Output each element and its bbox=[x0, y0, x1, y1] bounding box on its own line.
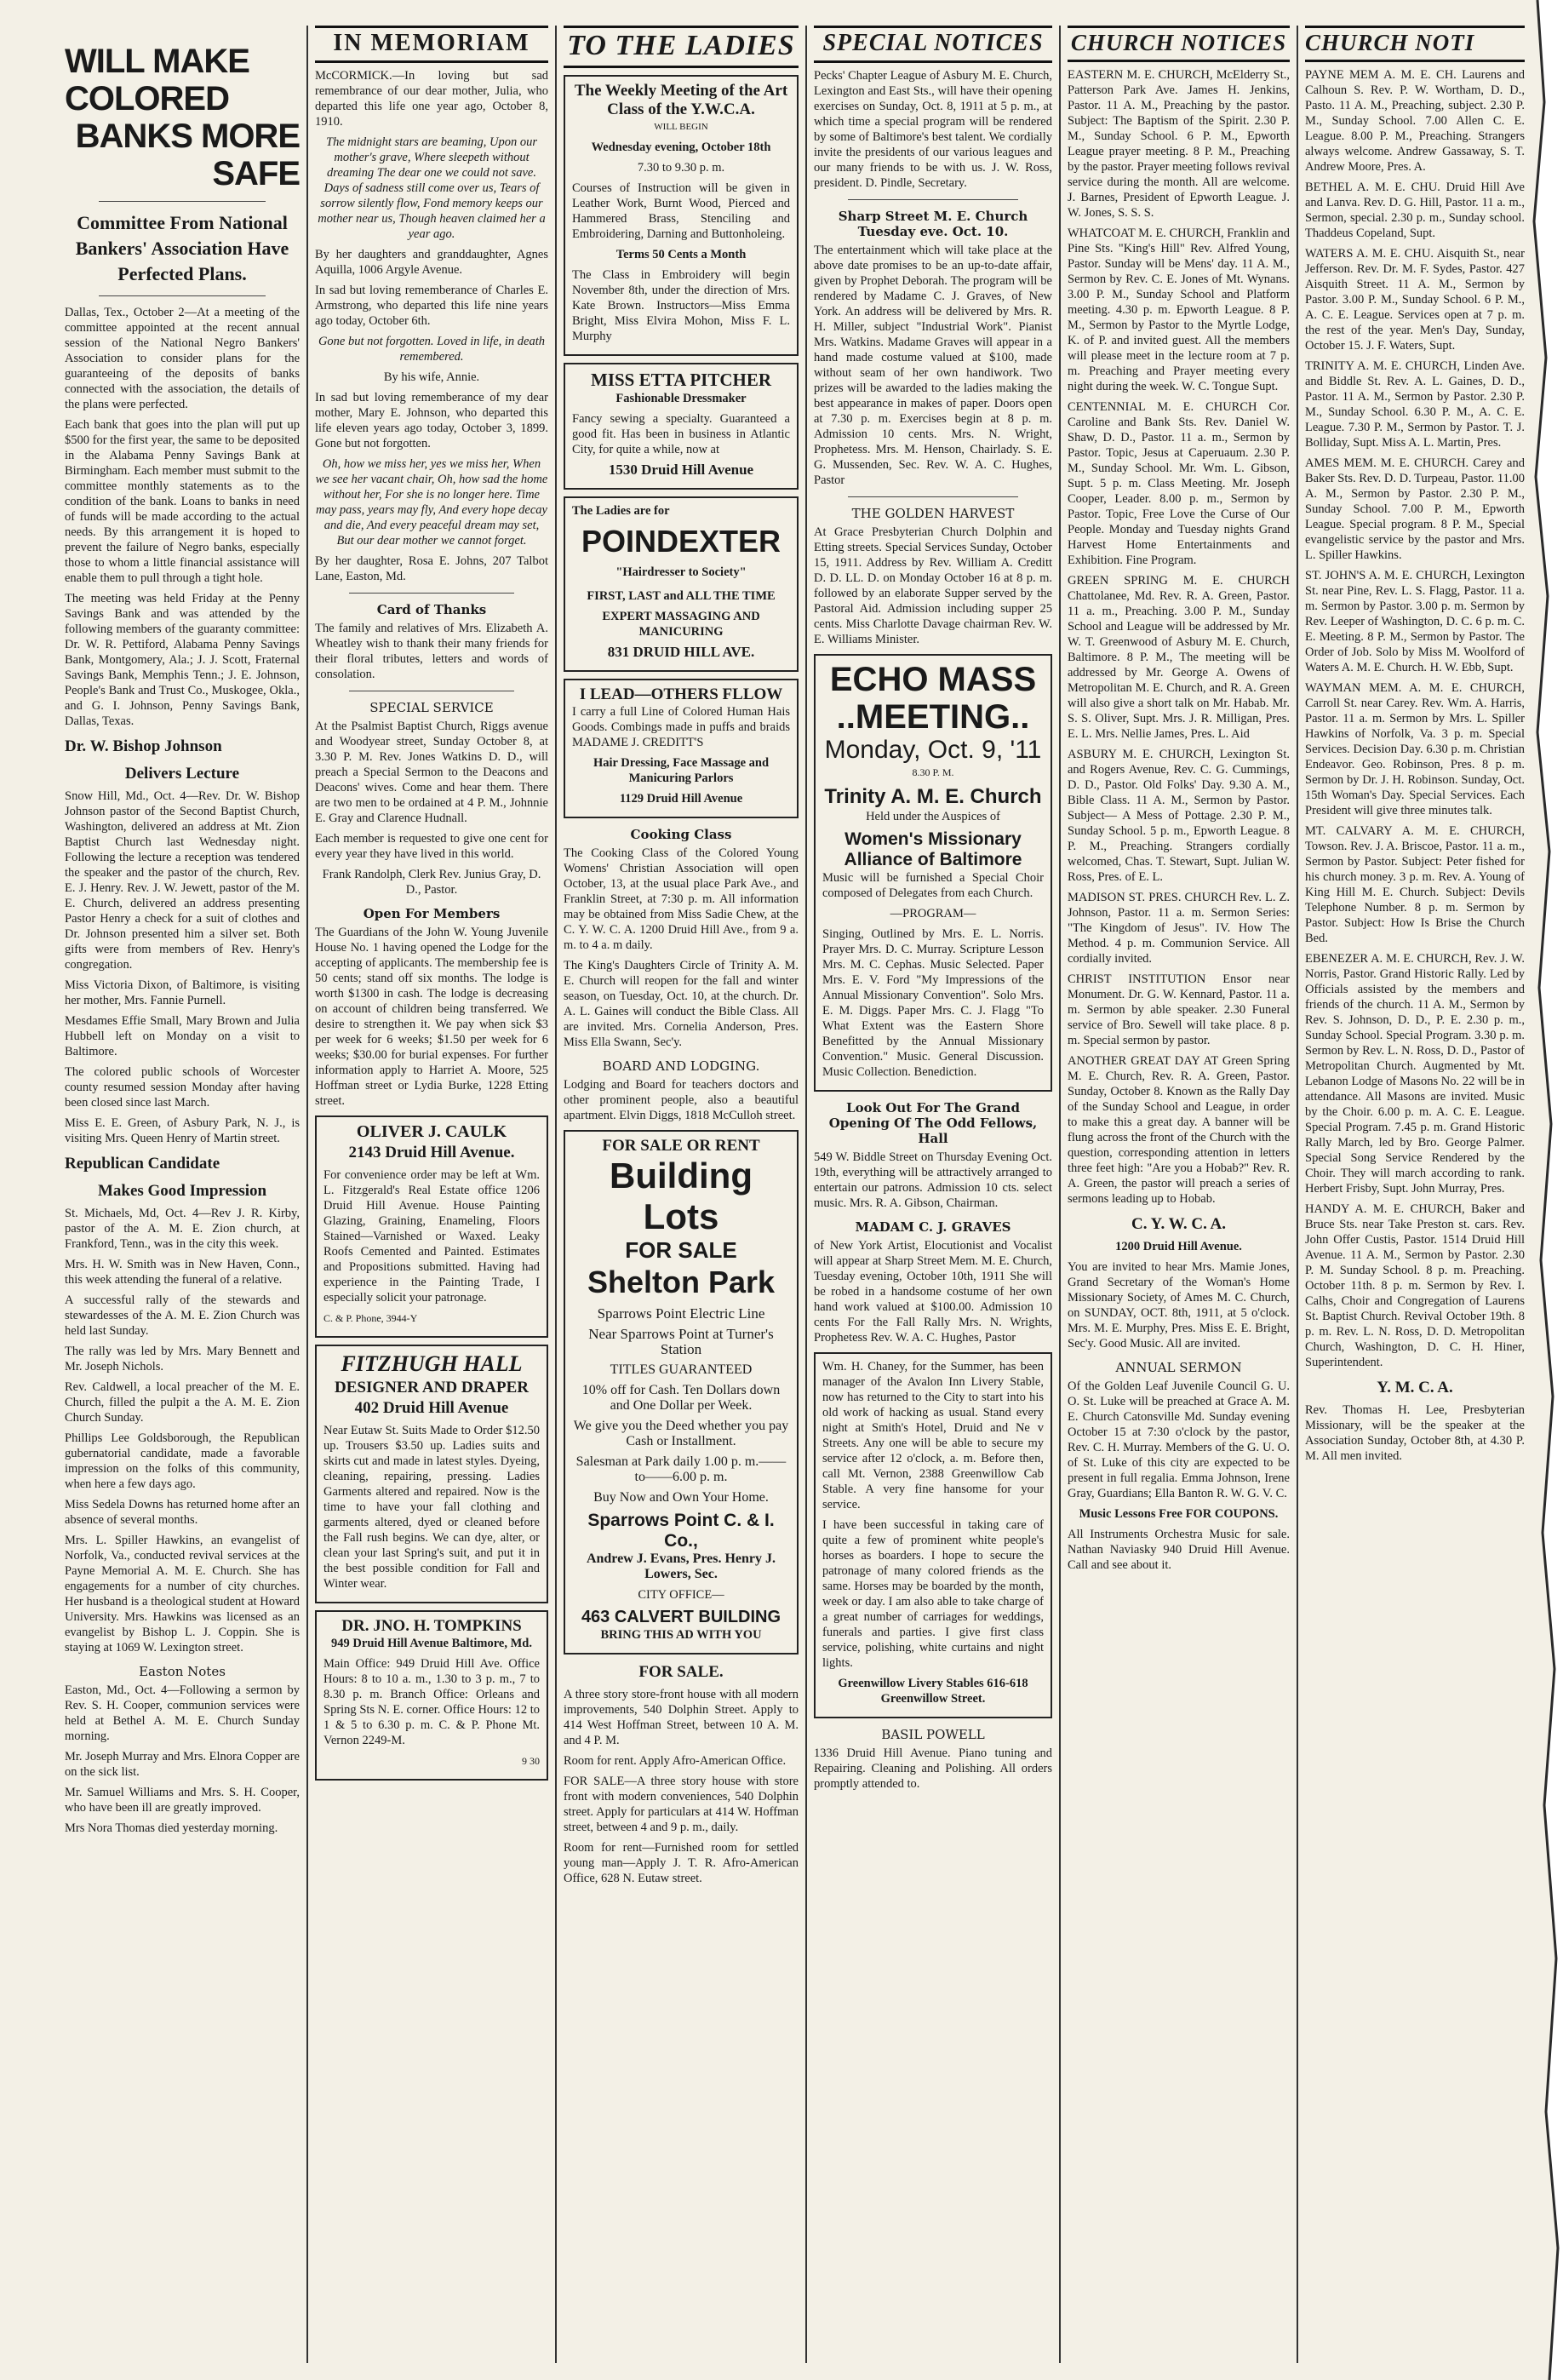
memorial-text: In sad but loving rememberance of my dear mother, Mary E. Johnson, who departed this life eleven years ago today, October 3, 1899. Gone but not forgotten. bbox=[315, 391, 548, 450]
memorial-verse: The midnight stars are beaming, Upon our mother's grave, Where sleepeth without dreaming The dear one we could not save. Days of sadness still come over us, Tears of sorrow silently flow, Fond memory keeps our mother near us, Though heaven claimed her a year ago. bbox=[318, 135, 546, 241]
church-notice: WATERS A. M. E. CHU. Aisquith St., near Jefferson. Rev. Dr. M. F. Sydes, Pastor. 427 Aisquith Street. 11 A. M., Sermon by Pastor. 3.00 P. M., Sunday School. 6 P. M., A. C. E. League. Services open at 7 p. m. the rest of the year. Men's Day, Sunday, October 15. J. F. Waters, Supt. bbox=[1305, 247, 1525, 353]
ad-terms: Terms 50 Cents a Month bbox=[615, 248, 747, 261]
ad-date: Wednesday evening, October 18th bbox=[591, 141, 771, 154]
column-memoriam bbox=[310, 26, 553, 2363]
church-notice: TRINITY A. M. E. CHURCH, Linden Ave. and Biddle St. Rev. A. L. Gaines, D. D., Pastor. 11 A. M., Sermon by Pastor. 2.30 P. M., Sunday School. 6.30 P. M., A. C. E. League. 7.30 P. M., Sermon by Pastor. T. J. Bolliday, Supt. Miss A. L. Martin, Pres. bbox=[1305, 359, 1525, 450]
notice-heading: C. Y. W. C. A. bbox=[1131, 1215, 1227, 1233]
notice-text: Pecks' Chapter League of Asbury M. E. Church, Lexington and East Sts., will have their opening exercises on Sunday, Oct. 8, 1911 at 5 p. m., at which time a special program will be rendered by some of Baltimore's best talent. We cordially invite the presidents of our various leagues and our many friends to be with us. J. W. Ross, president. D. Pindle, Secretary. bbox=[814, 69, 1052, 190]
ad-officers: Andrew J. Evans, Pres. Henry J. Lowers, Sec. bbox=[586, 1551, 776, 1581]
ad-subtitle: Hair Dressing, Face Massage and Manicuring Parlors bbox=[593, 756, 770, 785]
ad-text: Buy Now and Own Your Home. bbox=[593, 1490, 769, 1505]
divider bbox=[99, 201, 266, 202]
ad-text: The Class in Embroidery will begin November 8th, under the direction of Mrs. Kate Brown. Instructors—Miss Emma Bright, Miss Elvira Mohon, Miss F. L. Murphy bbox=[572, 268, 790, 343]
ad-text: Main Office: 949 Druid Hill Ave. Office Hours: 8 to 10 a. m., 1.30 to 3 p. m., 7 to 8.30 p. m. Branch Office: Orleans and Spring Sts N. E. corner. Office Hours: 12 to 1 & 5 to 6.30 p. m. C. & P. Phone Mt. Vernon 2249-M. bbox=[323, 1657, 540, 1747]
ad-title: MISS ETTA PITCHER bbox=[591, 370, 771, 390]
ad-date: 9 30 bbox=[522, 1755, 540, 1767]
article-paragraph: The meeting was held Friday at the Penny Savings Bank and was attended by the following members of the guaranty committee: Dr. W. R. Pettiford, Alabama Penny Savings Bank, Montgomery, Ala.; J. J. Scott, Fraternal Savings Bank, Memphis Tenn.; J. E. Johnson, People's Bank and Trust Co., Muskogee, Okla., and G. I. Johnson, Penny Savings Bank, Dallas, Texas. bbox=[65, 592, 300, 728]
church-notice: GREEN SPRING M. E. CHURCH Chattolanee, Md. Rev. R. A. Green, Pastor. 11 a. m., Preaching. 3.00 P. M., Sunday School and League will be addressed by Mr. W. T. Greenwood of Asbury M. E. Church, Baltimore. 8 P. M., The meeting will be addressed by Mr. George A. Owens of Metropolitan M. E. Church, and R. A. Green will also give a short talk on Mr. Habab. Mr. S. S. Oliver, Supt. Mrs. J. R. Milligan, Pres. E. L. Mrs. Nellie James, Pres. L. Aid bbox=[1068, 574, 1290, 741]
ad-creditt bbox=[564, 679, 799, 818]
ad-company: Sparrows Point C. & I. Co., bbox=[587, 1511, 775, 1551]
article-paragraph: Mrs Nora Thomas died yesterday morning. bbox=[65, 1821, 278, 1835]
ad-text: Courses of Instruction will be given in Leather Work, Burnt Wood, Pierced and Hammered Brass, Stenciling and Embroidering, Darning and Buttonholeing. bbox=[572, 181, 790, 241]
ad-text: Near Eutaw St. Suits Made to Order $12.50 up. Trousers $3.50 up. Ladies suits and skirts cut and made in latest styles. Dyeing, cleaning, repairing, pressing. Ladies Garments altered and repaired. Now is the time to have your fall clothing and garments altered, dyed or cleaned before the Fall rush begins. We can dye, alter, or clean your last Spring's suit, and put it in the best possible condition for Fall and Winter wear. bbox=[323, 1424, 540, 1591]
section-header: IN MEMORIAM bbox=[315, 26, 548, 63]
ad-venue: Trinity A. M. E. Church bbox=[824, 785, 1042, 808]
column-church-notices bbox=[1062, 26, 1295, 2363]
memorial-signature: By her daughter, Rosa E. Johns, 207 Talbot Lane, Easton, Md. bbox=[315, 554, 548, 583]
ad-text: BRING THIS AD WITH YOU bbox=[600, 1628, 762, 1642]
article-paragraph: Mesdames Effie Small, Mary Brown and Julia Hubbell left on Monday on a visit to Baltimore. bbox=[65, 1014, 300, 1058]
ad-livery bbox=[814, 1352, 1052, 1718]
ad-text: Sparrows Point Electric Line bbox=[597, 1305, 765, 1322]
notice-text: The family and relatives of Mrs. Elizabeth A. Wheatley wish to thank their many friends for their floral tributes, letters and words of consolation. bbox=[315, 622, 548, 681]
memorial-signature: By his wife, Annie. bbox=[383, 370, 480, 384]
article-paragraph: Mrs. H. W. Smith was in New Haven, Conn., this week attending the funeral of a relative. bbox=[65, 1258, 300, 1287]
ad-pitcher bbox=[564, 363, 799, 490]
ad-subtitle: FOR SALE bbox=[625, 1237, 737, 1263]
ad-address: Greenwillow Livery Stables 616-618 Greenwillow Street. bbox=[838, 1677, 1028, 1706]
ad-text: I carry a full Line of Colored Human Hais Goods. Combings made in puffs and braids MADAME J. CREDITT'S bbox=[572, 705, 790, 749]
ad-title: FITZHUGH HALL bbox=[341, 1351, 523, 1376]
ad-address: 402 Druid Hill Avenue bbox=[354, 1399, 509, 1417]
church-notice: Rev. Thomas H. Lee, Presbyterian Missionary, will be the speaker at the Association Sunday, October 8th, at 4.30 P. M. All men invited. bbox=[1305, 1403, 1525, 1463]
article-paragraph: Phillips Lee Goldsborough, the Republican gubernatorial candidate, made a favorable impression on the folks of this community, when here a few days ago. bbox=[65, 1431, 300, 1491]
classified-text: Room for rent—Furnished room for settled young man—Apply J. T. R. Afro-American Office, 628 N. Eutaw street. bbox=[564, 1841, 799, 1885]
ad-title: Shelton Park bbox=[587, 1265, 776, 1299]
column-rule bbox=[805, 26, 807, 2363]
divider bbox=[848, 199, 1018, 200]
headline-line-2: BANKS MORE SAFE bbox=[75, 118, 300, 192]
ad-text: CITY OFFICE— bbox=[638, 1588, 724, 1602]
church-notice: You are invited to hear Mrs. Mamie Jones, Grand Secretary of the Woman's Home Missionary Society, of Ames M. C. Church, on SUNDAY, OCT. 8th, 1911, at 5 o'clock. Mrs. M. E. Murphy, Pres. Miss E. E. Bright, Sec'y. Good Music. All are invited. bbox=[1068, 1260, 1290, 1351]
column-rule bbox=[555, 26, 557, 2363]
classified-text: FOR SALE—A three story house with store front with modern conveniences, 540 Dolphin street. Apply for particulars at 414 W. Hoffman street, between 4 and 9 p. m., daily. bbox=[564, 1775, 799, 1834]
church-notice: MADISON ST. PRES. CHURCH Rev. L. Z. Johnson, Pastor. 11 a. m. Sermon Series: "The Kingdom of Jesus". IV. How The Method. 4 p. m. Communion Service. All cordially invited. bbox=[1068, 891, 1290, 966]
subheadline: Committee From National Bankers' Association Have Perfected Plans. bbox=[75, 212, 289, 284]
church-notice: CHRIST INSTITUTION Ensor near Monument. Dr. G. W. Kennard, Pastor. 11 a. m. Sermon by able speaker. 2.30 Funeral service of Bro. Sewell will take place. 8 p. m. Special sermon by pastor. bbox=[1068, 972, 1290, 1047]
article-paragraph: Snow Hill, Md., Oct. 4—Rev. Dr. W. Bishop Johnson pastor of the Second Baptist Church, Washington, delivered an address at Mt. Zion Baptist Church last Wednesday night. Following the lecture a reception was tendered the speaker and the pastor of the church, Rev. E. J. Henry. Rev. J. W. Jewett, pastor of the M. E. Church, delivered an address presenting Pastor Henry a check for a suit of clothes and Dr. Johnson presented him a silver set. Both gifts were from members of Rev. Henry's congregation. bbox=[65, 789, 300, 972]
column-rule bbox=[1297, 26, 1298, 2363]
column-rule bbox=[1059, 26, 1061, 2363]
section-header: CHURCH NOTI bbox=[1305, 26, 1525, 62]
ad-title: ECHO MASS bbox=[829, 661, 1037, 698]
notice-heading: Music Lessons Free FOR COUPONS. bbox=[1079, 1507, 1279, 1521]
article-subheading: Makes Good Impression bbox=[97, 1182, 267, 1200]
torn-edge bbox=[1512, 0, 1563, 2380]
ad-phone: C. & P. Phone, 3944-Y bbox=[323, 1312, 418, 1324]
ad-time: 7.30 to 9.30 p. m. bbox=[637, 161, 725, 175]
ad-title: OLIVER J. CAULK bbox=[356, 1122, 507, 1141]
church-notice: AMES MEM. M. E. CHURCH. Carey and Baker Sts. Rev. D. D. Turpeau, Pastor. 11.00 A. M., Sermon by Pastor. 2.30 P. M., Sunday School. 7.00 P. M., Epworth League. Special program. 8 P. M., Special evangelistic service by the pastor and Mrs. L. Spiller Hawkins. bbox=[1305, 456, 1525, 562]
notice-heading: Y. M. C. A. bbox=[1377, 1379, 1453, 1396]
column-ladies bbox=[558, 26, 804, 2363]
divider bbox=[848, 496, 1018, 497]
article-paragraph: Easton, Md., Oct. 4—Following a sermon by Rev. S. H. Cooper, communion services were held at Bethel A. M. E. Church Sunday morning. bbox=[65, 1683, 300, 1743]
ad-date: Monday, Oct. 9, '11 bbox=[824, 736, 1042, 764]
ad-text: We give you the Deed whether you pay Cash or Installment. bbox=[573, 1419, 789, 1448]
article-paragraph: Mr. Samuel Williams and Mrs. S. H. Cooper, who have been ill are greatly improved. bbox=[65, 1786, 300, 1815]
ad-echo-mass-meeting bbox=[814, 654, 1052, 1092]
ad-caulk bbox=[315, 1115, 548, 1338]
notice-text: of New York Artist, Elocutionist and Vocalist will appear at Sharp Street Mem. M. E. Church, Tuesday evening, October 10th, 1911 She will be robed in a handsome costume of her own hand work valued at $100.00. Admission 10 cents For the Fall Rally Mrs. N. Wrights, Prophetess Rev. W. A. C. Hughes, Pastor bbox=[814, 1239, 1052, 1345]
ad-text: FIRST, LAST and ALL THE TIME bbox=[587, 589, 776, 603]
notice-heading: MADAM C. J. GRAVES bbox=[855, 1219, 1011, 1235]
church-notice: ANOTHER GREAT DAY AT Green Spring M. E. Church, Rev. R. A. Green, Pastor. Sunday, October 8. Known as the Rally Day of the Sunday School and League, in order to make this a great day. A banner will be flung across the front of the Church with the question, corresponding attention in letters three feet high: "Are you a Hobab?" Rev. R. A. Green, the pastor will preach a series of sermons leading up to Hobab. bbox=[1068, 1054, 1290, 1206]
article-paragraph: Mrs. L. Spiller Hawkins, an evangelist of Norfolk, Va., conducted revival services at the Payne Memorial A. M. E. Church. She has engagements for a number of city churches. Her husband is a theological student at Howard University. Mrs. Hawkins was licensed as an evangelist by Bishop L. J. Coppin. She is staying at 1069 W. Lexington street. bbox=[65, 1534, 300, 1655]
article-subheading: Delivers Lecture bbox=[124, 765, 240, 783]
ad-program: Singing, Outlined by Mrs. E. L. Norris. Prayer Mrs. D. C. Murray. Scripture Lesson Mrs. M. C. Cephas. Music Selected. Paper Mrs. E. V. Ford "My Impressions of the Annual Missionary Convention". Solo Mrs. E. M. Diggs. Paper Mrs. C. J. Flagg "To What Extent was the Eastern Shore Benefitted by the Annual Missionary Convention." Music. General Discussion. Music Collection. Benediction. bbox=[822, 927, 1044, 1079]
column-rule bbox=[306, 26, 308, 2363]
ad-title: DR. JNO. H. TOMPKINS bbox=[341, 1617, 522, 1635]
article-paragraph: Miss E. E. Green, of Asbury Park, N. J., is visiting Mrs. Queen Henry of Martin street. bbox=[65, 1116, 300, 1145]
notice-text: The Cooking Class of the Colored Young Womens' Christian Association will open October, 13, at the usual place Park Ave., and Franklin Street, at 7:30 p. m. All information may be obtained from Miss Sadie Chew, at the C. Y. W. C. A. 1200 Druid Hill Ave., from 9 a. m. to 4 a. m daily. bbox=[564, 846, 799, 952]
notice-text: 1336 Druid Hill Avenue. Piano tuning and Repairing. Cleaning and Polishing. All orders promptly attended to. bbox=[814, 1746, 1052, 1791]
divider bbox=[349, 593, 514, 594]
memorial-text: In sad but loving rememberance of Charles E. Armstrong, who departed this life nine years ago today, October 6th. bbox=[315, 284, 548, 328]
notice-heading: ANNUAL SERMON bbox=[1115, 1360, 1242, 1375]
notice-heading: Cooking Class bbox=[630, 827, 732, 842]
ad-title: Building Lots bbox=[610, 1156, 753, 1236]
ad-text: —PROGRAM— bbox=[890, 907, 976, 920]
notice-address: 1200 Druid Hill Avenue. bbox=[1115, 1240, 1242, 1253]
article-paragraph: Miss Sedela Downs has returned home after an absence of several months. bbox=[65, 1498, 300, 1527]
church-notice: BETHEL A. M. E. CHU. Druid Hill Ave and Lanva. Rev. D. G. Hill, Pastor. 11 a. m., Sermon, special. 2.30 p. m., Sunday school. Thaddeus Copeland, Supt. bbox=[1305, 181, 1525, 240]
church-notice: WHATCOAT M. E. CHURCH, Franklin and Pine Sts. "King's Hill" Rev. Alfred Young, Pastor. Sunday will be Mens' day. 11 A. M., Sermon by Rev. C. E. Jones of Mt. Wynans. 3.00 P. M., Sunday School and Platform meeting. 4.30 p. m. Epworth League. 8 P. M., Sermon by Pastor to the Myrtle Lodge, K. of P. and invited guest. All the members will please meet in the lecture room at 7 p. m. Preaching and Prayer meeting every night during the week. W. C. Tongue Supt. bbox=[1068, 227, 1290, 393]
ad-text: Music will be furnished a Special Choir composed of Delegates from each Church. bbox=[822, 871, 1044, 900]
column-church-notices-continued bbox=[1300, 26, 1530, 2363]
church-notice: ST. JOHN'S A. M. E. CHURCH, Lexington St. near Pine, Rev. L. S. Flagg, Pastor. 11 a. m. Sermon by Pastor. 3.00 p. m. Sermon by Rev. Leeper of Washington, D. C. 6 p. m. C. E. Meeting. 8 P. M., Sermon by Pastor. The Order of Job. Solo by Miss M. Woolford of Waters A. M. E. Church. H. W. Ebb, Supt. bbox=[1305, 569, 1525, 674]
section-header: SPECIAL NOTICES bbox=[814, 26, 1052, 63]
article-paragraph: The colored public schools of Worcester county resumed session Monday after having been closed since last March. bbox=[65, 1065, 300, 1110]
ad-title: I LEAD—OTHERS FLLOW bbox=[579, 685, 783, 703]
notice-heading: Look Out For The Grand Opening Of The Odd Fellows, Hall bbox=[828, 1100, 1038, 1146]
notice-heading: BOARD AND LODGING. bbox=[602, 1058, 760, 1074]
ad-address: 1530 Druid Hill Avenue bbox=[608, 462, 754, 478]
church-notice: WAYMAN MEM. A. M. E. CHURCH, Carroll St. near Carey. Rev. Wm. A. Harris, Pastor. 11 a. m. Sermon by Mrs. L. Spiller Hawkins of Norfolk, Va. 3 p. m. Special Services. Decision Day. 6.30 p. m. Christian Endeavor. Geo. Robinson, Pres. 8 p. m. Sermon by Dr. J. H. Robinson. Sunday, Oct. 15th Woman's Day. Special Services. Each President will give three minutes talk. bbox=[1305, 681, 1525, 817]
church-notice: Of the Golden Leaf Juvenile Council G. U. O. St. Luke will be preached at Grace A. M. E. Church Catonsville Md. Sunday evening October 15 at 7:30 o'clock by the pastor, Rev. C. H. Murray. Members of the G. U. O. of St. Luke of this city are expected to be present in full regalia. Emma Johnson, Irene Gray, Guardians; Ella Banton R. W. G. V. C. bbox=[1068, 1379, 1290, 1500]
section-header: CHURCH NOTICES bbox=[1068, 26, 1290, 62]
notice-text: The Guardians of the John W. Young Juvenile House No. 1 having opened the Lodge for the accepting of applicants. The membership fee is 50 cents; stand off six months. The lodge is worth $1300 in cash. The lodge is decreasing on account of children being transferred. We desire to strengthen it. We pay when sick $3 per week for 6 weeks; $1.50 per week for 6 weeks; $30.00 for burial expenses. For further information apply to Harriet A. Moore, 525 Hoffman street or Lydia Burke, 1228 Etting street. bbox=[315, 926, 548, 1108]
article-paragraph: Dallas, Tex., October 2—At a meeting of the committee appointed at the recent annual session of the National Negro Bankers' Association to consider plans for the guaranteeing of the deposits of banks connected with the association, the details of the plans were perfected. bbox=[65, 306, 300, 411]
notice-text: The entertainment which will take place at the above date promises to be an up-to-date affair, given by Prophet Deborah. The program will be rendered by Madame C. J. Graves, of New York. An address will be delivered by Mrs. R. H. Miller, subject "Industrial Work". Pianist Mrs. Watkins. Madame Graves will appear in a hand made costume valued at $100, made without seam of her own handiwork. Two prizes will be awarded to the ladies making the best appearance in makes of paper. Doors open at 7.30 p. m. Exercises begin at 8 p. m. Admission 10 cents. Mrs. N. Wright, Prophetess. Mrs. M. Henson, Chairlady. S. E. G. Mussenden, Sec. Rev. W. A. C. Hughes, Pastor bbox=[814, 244, 1052, 487]
ad-heading: FOR SALE OR RENT bbox=[602, 1137, 760, 1155]
notice-text: At Grace Presbyterian Church Dolphin and Etting streets. Special Services Sunday, October 15, 1911. Address by Rev. William A. Creditt D. D. LL. D. on Monday October 16 at 8 p. m. followed by an elaborate Supper served by the Pastoral Aid. Admission including supper 25 cents. Miss Charlotte Davage chairman Rev. W. E. Williams Minister. bbox=[814, 525, 1052, 646]
church-notice: EASTERN M. E. CHURCH, McElderry St., Patterson Park Ave. James H. Jenkins, Pastor. 11 A. M., Preaching by the pastor. Subject: The Baptism of the Spirit. 2.30 P. M., Sunday School. 6 P. M., Epworth League prayer meeting. 8 P. M., Preaching by the pastor. Prayer meeting follows revival service during the month. All are welcome. J. Barnes, President of Epworth League. J. W. Jones, S. S. S. bbox=[1068, 68, 1290, 220]
ad-text: For convenience order may be left at Wm. L. Fitzgerald's Real Estate office 1206 Druid Hill Avenue. House Painting Glazing, Graining, Enameling, Floors Stained—Varnished or Waxed. Leaky Roofs Cemented and Painted. Estimates and Propositions submitted. Having had experience in the Painting Trade, I especially solicit your patronage. bbox=[323, 1168, 540, 1305]
church-notice: PAYNE MEM A. M. E. CH. Laurens and Calhoun S. Rev. P. W. Wortham, D. D., Pasto. 11 A. M., Preaching, subject. 2.30 P. M., Sunday School. 7.00 Allen C. E. League. 8.00 P. M., Preaching. Strangers always welcome. Andrew Gassaway, S. T. Andrew Moore, Pres. A. bbox=[1305, 68, 1525, 174]
article-heading: Republican Candidate bbox=[65, 1155, 220, 1173]
ad-title: The Weekly Meeting of the Art Class of the Y.W.C.A. bbox=[574, 82, 788, 118]
column-news bbox=[60, 26, 305, 2363]
notice-heading: SPECIAL SERVICE bbox=[369, 700, 494, 715]
notice-text: 549 W. Biddle Street on Thursday Evening Oct. 19th, everything will be attractively arranged to entertain our patrons. Admission 10 cts. select music. Mrs. R. A. Gibson, Chairman. bbox=[814, 1150, 1052, 1210]
ad-subtitle: "Hairdresser to Society" bbox=[615, 565, 747, 579]
ad-text: Fancy sewing a specialty. Guaranteed a good fit. Has been in business in Atlantic City, for quite a while, now at bbox=[572, 412, 790, 456]
ad-host: Women's Missionary Alliance of Baltimore bbox=[844, 829, 1022, 869]
church-notice: EBENEZER A. M. E. CHURCH, Rev. J. W. Norris, Pastor. Grand Historic Rally. Led by Officials assisted by the members and friends of the church. 11 A. M., Sermon by Rev. S. Johnson, D. D., P. E. 2.30 p. m., Sunday School. Special Program. 3.30 p. m. Sermon by Rev. L. N. Ross, D. D., Pastor of Metropolitan Church. Augmented by Mt. Lebanon Lodge of Masons No. 22 will be in attendance. All Masons are invited. Music by the Choir. 6.00 p. m. A. C. E. League. Special Program. 7.45 p. m. Grand Historic Rally March, led by Bro. George Palmer. Special Song Service Rendered by the Choir. They will march according to rank. Herbert Frisby, Supt. John Murray, Pres. bbox=[1305, 952, 1525, 1196]
article-paragraph: Each bank that goes into the plan will put up $500 for the first year, the same to be deposited in the Alabama Penny Savings Bank at Birmingham. Each member must submit to the committee monthly statements as to the condition of the bank. Loans to banks in need of funds will be made according to the actual needs. By this arrangement it is hoped to prevent the failure of Negro banks, especially those to whom a little financial assistance will enable them to pull through a tight hole. bbox=[65, 418, 300, 585]
ad-time: 8.30 P. M. bbox=[912, 766, 954, 778]
church-notice: MT. CALVARY A. M. E. CHURCH, Towson. Rev. J. A. Briscoe, Pastor. 11 a. m., Sermon by Pastor. Subject: Peter fished for his church money. 3 p. m. Rev. A. Young of King Hill M. E. Church. Subject: Devils Telephone Number. 8 p. m. Sermon by Pastor. Subject: How Is Brise the Church Bed. bbox=[1305, 824, 1525, 945]
article-paragraph: The rally was led by Mrs. Mary Bennett and Mr. Joseph Nichols. bbox=[65, 1345, 300, 1374]
classified-heading: FOR SALE. bbox=[638, 1663, 724, 1681]
ad-ywca-art-class bbox=[564, 75, 799, 356]
notice-heading: Card of Thanks bbox=[376, 602, 487, 617]
notice-heading: Sharp Street M. E. Church Tuesday eve. Oct. 10. bbox=[838, 209, 1028, 239]
memorial-signature: By her daughters and granddaughter, Agnes Aquilla, 1006 Argyle Avenue. bbox=[315, 248, 548, 277]
divider bbox=[99, 295, 266, 296]
ad-fitzhugh bbox=[315, 1345, 548, 1603]
article-paragraph: Rev. Caldwell, a local preacher of the M. E. Church, filled the pulpit a the A. M. E. Zion Church Sunday. bbox=[65, 1380, 300, 1425]
notice-heading: BASIL POWELL bbox=[881, 1727, 985, 1742]
memorial-verse: Oh, how we miss her, yes we miss her, When we see her vacant chair, Oh, how sad the home without her, For she is no longer here. Time may pass, years may fly, And every hope decay and die, And every peaceful dream may set, But our dear mother we cannot forget. bbox=[315, 457, 548, 548]
article-paragraph: A successful rally of the stewards and stewardesses of the A. M. E. Zion Church was held last Sunday. bbox=[65, 1293, 300, 1338]
notice-text: Each member is requested to give one cent for every year they have lived in this world. bbox=[315, 832, 548, 861]
ad-text: I have been successful in taking care of quite a few of prominent white people's horses as boarders. I hope to secure the patronage of many colored friends as the same. Horses may be boarded by the month, week or day. I am also able to take charge of a great number of carriages for weddings, funerals and parties. I give first class service, polishing, white curtains and night lights. bbox=[822, 1518, 1044, 1670]
ad-text: 10% off for Cash. Ten Dollars down and One Dollar per Week. bbox=[581, 1383, 781, 1413]
ad-title: POINDEXTER bbox=[581, 524, 782, 559]
section-header: TO THE LADIES bbox=[564, 26, 799, 68]
ad-text: Near Sparrows Point at Turner's Station bbox=[588, 1326, 774, 1357]
church-notice: All Instruments Orchestra Music for sale. Nathan Naviasky 940 Druid Hill Avenue. Call and see about it. bbox=[1068, 1528, 1290, 1572]
headline-line-1: WILL MAKE COLORED bbox=[65, 43, 249, 118]
article-paragraph: St. Michaels, Md, Oct. 4—Rev J. R. Kirby, pastor of the A. M. E. Zion church, at Frankford, Tenn., was in the city this week. bbox=[65, 1207, 300, 1251]
ad-address: 949 Druid Hill Avenue Baltimore, Md. bbox=[331, 1637, 532, 1650]
classified-text: Room for rent. Apply Afro-American Office. bbox=[564, 1754, 787, 1768]
article-paragraph: Mr. Joseph Murray and Mrs. Elnora Copper are on the sick list. bbox=[65, 1750, 300, 1779]
notice-signature: Frank Randolph, Clerk Rev. Junius Gray, D. D., Pastor. bbox=[322, 868, 541, 897]
notice-text: At the Psalmist Baptist Church, Riggs avenue and Woodyear street, Sunday October 8, at 3.30 P. M. Rev. Jones Watkins D. D., will preach a Special Sermon to the Deacons and Deacons' wives. Come and hear them. There are two men to be ordained at 4 P. M., Johnnie E. Gray and Clarence Hudnall. bbox=[315, 720, 548, 825]
memorial-text: McCORMICK.—In loving but sad remembrance of our dear mother, Julia, who departed this life one year ago, October 8, 1910. bbox=[315, 69, 548, 129]
ad-text: Salesman at Park daily 1.00 p. m.——to——6.00 p. m. bbox=[575, 1454, 787, 1484]
ad-text: Wm. H. Chaney, for the Summer, has been manager of the Avalon Inn Livery Stable, now has returned to the City to start into his old work of hacking as usual. Stand every night at Smith's Hotel, Druid and Ne v Streets. Any one will be able to secure my service after 12 o'clock, a. m. Before then, call Mt. Vernon, 2388 Greenwillow Cab Stable. A very fine hansome for your service. bbox=[822, 1360, 1044, 1511]
church-notice: HANDY A. M. E. CHURCH, Baker and Bruce Sts. near Take Preston st. cars. Rev. John Offer Custis, Pastor. 1514 Druid Hill Avenue. 11 A. M., Sermon by Pastor. 2.30 P. M. Sunday School. 8 p. m. Preaching. October 11th. 8 p. m. Sermon by Rev. I. Calhs, Choir and Congregation of Laurens St. Baptist Church. Revival October 19th. 8 p. m. Rev. L. N. Ross, D. D. Metropolitan Church, Washington, D. C. H. Hiner, Superintendent. bbox=[1305, 1202, 1525, 1369]
ad-address: 463 CALVERT BUILDING bbox=[581, 1608, 782, 1626]
ad-intro: The Ladies are for bbox=[572, 504, 670, 518]
ad-subtitle: Fashionable Dressmaker bbox=[615, 392, 747, 405]
ad-text: EXPERT MASSAGING AND MANICURING bbox=[602, 610, 760, 639]
notice-text: Lodging and Board for teachers doctors and other prominent people, also a beautiful apartment. Elvin Diggs, 1818 McCulloh street. bbox=[564, 1078, 799, 1122]
ad-subtitle: WILL BEGIN bbox=[654, 122, 708, 132]
ad-text: Held under the Auspices of bbox=[866, 810, 1000, 823]
notice-text: The King's Daughters Circle of Trinity A. M. E. Church will reopen for the fall and winter season, on Tuesday, Oct. 10, at the church. Dr. A. L. Gaines will conduct the Bible Class. All are invited. Mrs. Cornelia Anderson, Pres. Miss Ella Swann, Sec'y. bbox=[564, 959, 799, 1049]
notice-heading: THE GOLDEN HARVEST bbox=[851, 506, 1015, 521]
memorial-verse: Gone but not forgotten. Loved in life, in death remembered. bbox=[318, 335, 546, 364]
article-heading: Dr. W. Bishop Johnson bbox=[65, 737, 222, 755]
church-notice: ASBURY M. E. CHURCH, Lexington St. and Rogers Avenue, Rev. C. G. Cummings, D. D., Pastor. Old Folks' Day. 9.30 A. M., Bible Class. 11 A. M., Sermon by Pastor. Subject— A Mess of Pottage. 2.30 P. M., Sunday School. 5 p. m., Epworth League. 8 P. M., Preaching. Strangers cordially welcomed, Chas. T. Stewart, Supt. Julian W. Ross, Pres. of E. L. bbox=[1068, 748, 1290, 884]
article-paragraph: Miss Victoria Dixon, of Baltimore, is visiting her mother, Mrs. Fannie Purnell. bbox=[65, 978, 300, 1007]
ad-address: 2143 Druid Hill Avenue. bbox=[348, 1144, 515, 1161]
ad-subtitle: DESIGNER AND DRAPER bbox=[334, 1379, 530, 1396]
classified-text: A three story store-front house with all modern improvements, 540 Dolphin Street. Apply to 414 West Hoffman Street, between 10 A. M. and 4 P. M. bbox=[564, 1688, 799, 1747]
church-notice: CENTENNIAL M. E. CHURCH Cor. Caroline and Bank Sts. Rev. Daniel W. Shaw, D. D., Pastor. 11 a. m., Sermon by Pastor. Topic, Jesus at Caperuaum. 2.30 P. M., Sunday School. Mr. Wm. L. Gibson, Supt. 5 p. m. Class Meeting. Mr. Joseph Cooper, Leader. 8.00 p. m., Sermon by Pastor. Topic, Free Love the Curse of Our People. Monday and Tuesday nights Grand Harvest Home Entertainments and Exhibition. Fine Program. bbox=[1068, 400, 1290, 567]
ad-tompkins bbox=[315, 1610, 548, 1781]
ad-shelton-park bbox=[564, 1130, 799, 1655]
ad-address: 831 DRUID HILL AVE. bbox=[607, 644, 755, 660]
notice-heading: Open For Members bbox=[363, 906, 501, 921]
ad-address: 1129 Druid Hill Avenue bbox=[619, 792, 743, 806]
ad-text: TITLES GUARANTEED bbox=[610, 1362, 753, 1377]
ad-poindexter bbox=[564, 496, 799, 672]
column-special-notices bbox=[809, 26, 1057, 2363]
article-heading: Easton Notes bbox=[139, 1664, 226, 1679]
ad-title: ..MEETING.. bbox=[836, 698, 1030, 736]
